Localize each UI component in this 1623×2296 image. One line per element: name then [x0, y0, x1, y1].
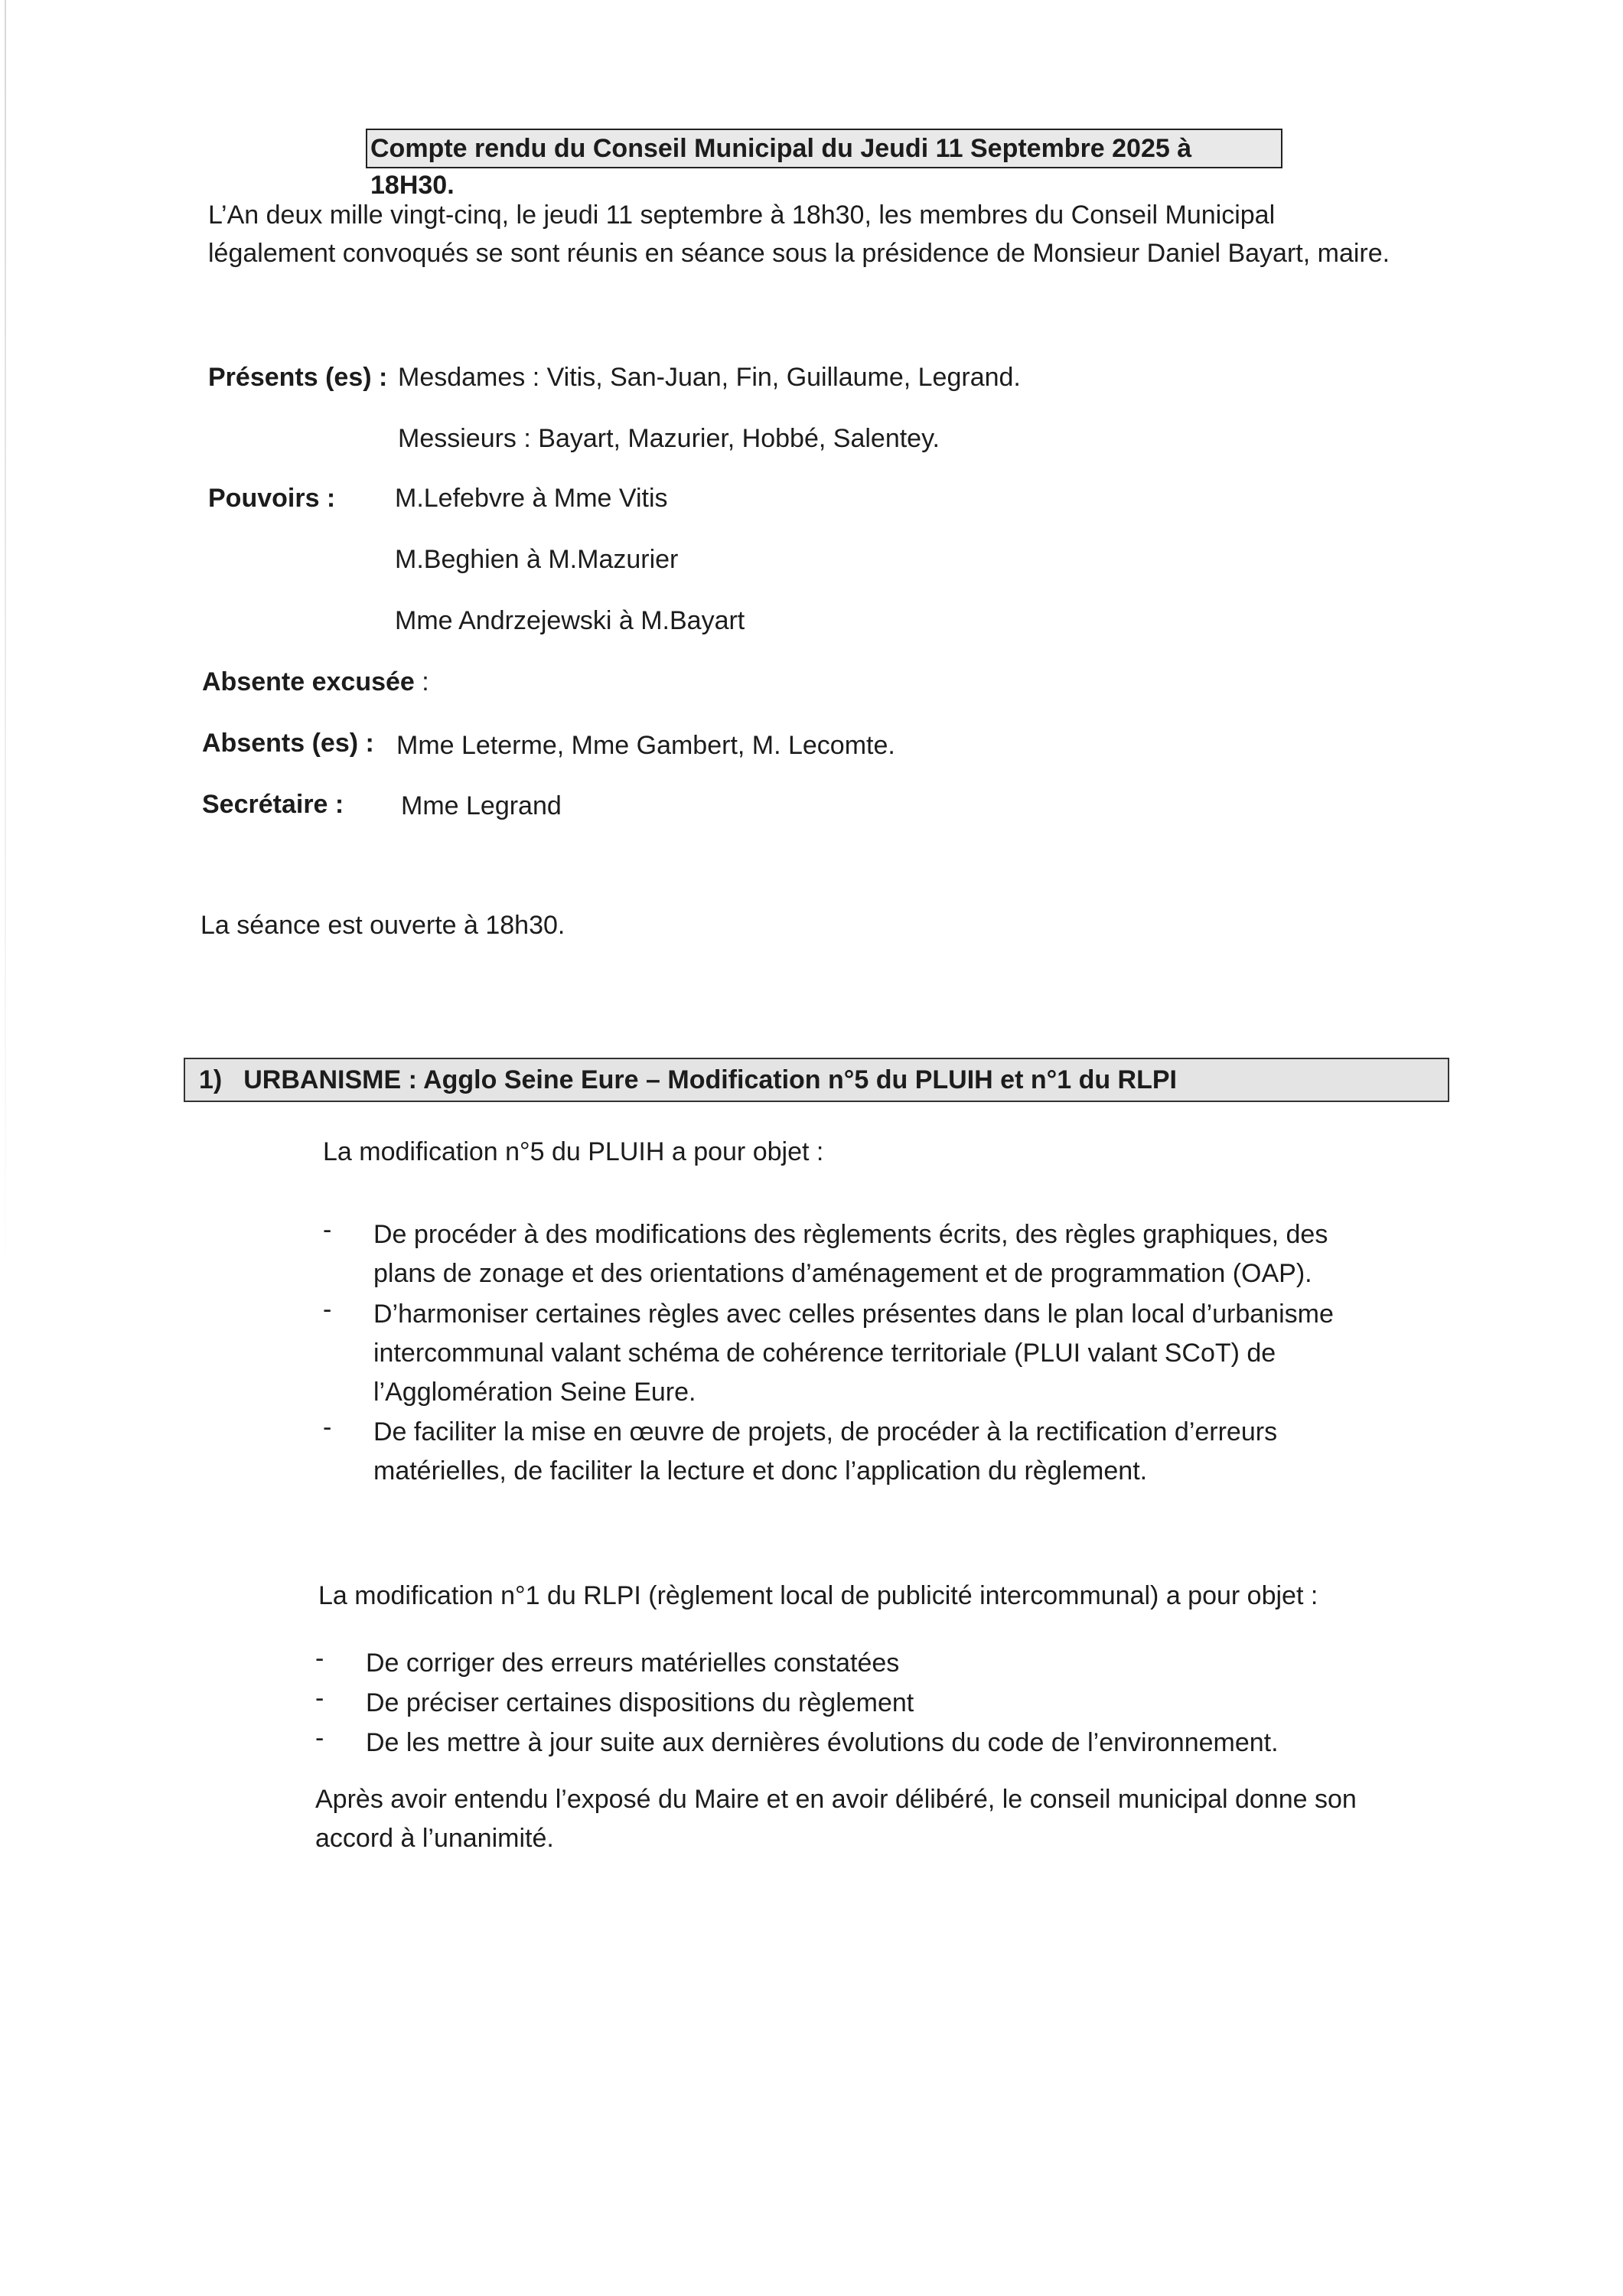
absente-excusee-label: Absente excusée	[202, 667, 415, 696]
list-item-line: matérielles, de faciliter la lecture et donc l’application du règlement.	[373, 1456, 1148, 1486]
conclusion-line-2: accord à l’unanimité.	[315, 1824, 554, 1853]
bullet-dash: -	[315, 1684, 324, 1713]
scan-edge	[5, 0, 6, 1301]
list-item-line: D’harmoniser certaines règles avec celles présentes dans le plan local d’urbanisme	[373, 1300, 1334, 1329]
list-item-line: De procéder à des modifications des règlements écrits, des règles graphiques, des	[373, 1220, 1328, 1249]
presents-messieurs: Messieurs : Bayart, Mazurier, Hobbé, Salentey.	[398, 424, 940, 453]
absents-list: Mme Leterme, Mme Gambert, M. Lecomte.	[396, 731, 895, 760]
section-number: 1)	[199, 1065, 223, 1094]
bullet-dash: -	[323, 1295, 332, 1324]
conclusion-line-1: Après avoir entendu l’exposé du Maire et en avoir délibéré, le conseil municipal donne son	[315, 1785, 1357, 1814]
intro-line-1: L’An deux mille vingt-cinq, le jeudi 11 septembre à 18h30, les membres du Conseil Municipal	[208, 201, 1276, 230]
bullet-dash: -	[323, 1413, 332, 1442]
absents-label: Absents (es) :	[202, 729, 374, 758]
pouvoirs-label: Pouvoirs :	[208, 484, 336, 513]
secretaire-label: Secrétaire :	[202, 790, 344, 819]
bullet-dash: -	[315, 1724, 324, 1753]
bullet-dash: -	[315, 1644, 324, 1673]
bullet-dash: -	[323, 1215, 332, 1244]
intro-line-2: légalement convoqués se sont réunis en séance sous la présidence de Monsieur Daniel Bayart, maire.	[208, 239, 1390, 268]
seance-opening: La séance est ouverte à 18h30.	[200, 911, 565, 940]
document-title: Compte rendu du Conseil Municipal du Jeudi 11 Septembre 2025 à 18H30.	[366, 129, 1282, 168]
pouvoir-item: M.Lefebvre à Mme Vitis	[395, 484, 668, 513]
absente-excusee	[202, 667, 429, 697]
list-item-line: De les mettre à jour suite aux dernières évolutions du code de l’environnement.	[366, 1728, 1279, 1757]
pouvoir-item: M.Beghien à M.Mazurier	[395, 545, 679, 574]
pluih-intro: La modification n°5 du PLUIH a pour objet :	[323, 1137, 824, 1166]
list-item-line: De corriger des erreurs matérielles constatées	[366, 1649, 900, 1678]
absente-excusee-colon: :	[422, 667, 429, 696]
rlpi-intro: La modification n°1 du RLPI (règlement local de publicité intercommunal) a pour objet :	[318, 1581, 1318, 1610]
secretaire-name: Mme Legrand	[401, 791, 562, 820]
list-item-line: l’Agglomération Seine Eure.	[373, 1378, 696, 1407]
presents-mesdames: Mesdames : Vitis, San-Juan, Fin, Guillaume, Legrand.	[398, 363, 1021, 392]
presents-label: Présents (es) :	[208, 363, 388, 392]
list-item-line: De préciser certaines dispositions du règlement	[366, 1688, 914, 1717]
list-item-line: intercommunal valant schéma de cohérence territoriale (PLUI valant SCoT) de	[373, 1339, 1276, 1368]
list-item-line: De faciliter la mise en œuvre de projets, de procéder à la rectification d’erreurs	[373, 1417, 1278, 1446]
list-item-line: plans de zonage et des orientations d’aménagement et de programmation (OAP).	[373, 1259, 1312, 1288]
section-title: URBANISME : Agglo Seine Eure – Modification n°5 du PLUIH et n°1 du RLPI	[243, 1065, 1178, 1094]
section-1-heading	[184, 1058, 1449, 1102]
pouvoir-item: Mme Andrzejewski à M.Bayart	[395, 606, 745, 635]
